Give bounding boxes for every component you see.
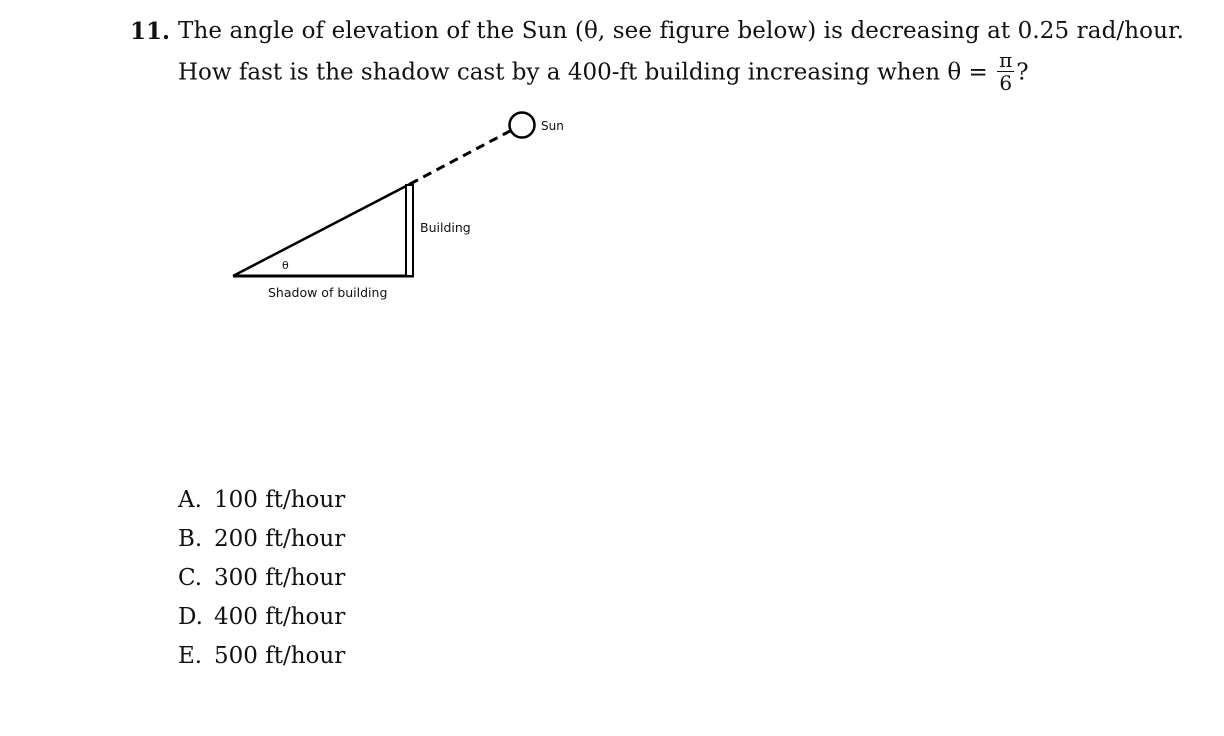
choice-text: 300 ft/hour [214, 565, 346, 591]
fraction-numerator: π [999, 48, 1013, 72]
choice-d[interactable] [178, 603, 345, 642]
sun-label: Sun [541, 119, 564, 133]
question-mark: ? [1016, 59, 1029, 86]
fraction-denominator: 6 [999, 71, 1013, 95]
sun-ray-dashed-line [410, 131, 510, 184]
choice-text: 400 ft/hour [214, 604, 346, 630]
sun-ray-line [233, 184, 410, 276]
choice-c[interactable] [178, 564, 345, 603]
choice-letter: B. [178, 526, 203, 552]
building-label: Building [420, 220, 471, 235]
question-number: 11. [130, 18, 171, 45]
choice-e[interactable] [178, 642, 345, 681]
choice-letter: D. [178, 604, 203, 630]
question-text-line1: The angle of elevation of the Sun (θ, see figure below) is decreasing at 0.25 rad/hour. [178, 18, 1185, 44]
choice-letter: E. [178, 643, 203, 669]
choice-text: 200 ft/hour [214, 526, 346, 552]
question-line2-prefix: How fast is the shadow cast by a 400-ft building increasing when θ = [178, 59, 988, 86]
choice-text: 500 ft/hour [214, 643, 346, 669]
choice-letter: A. [178, 487, 202, 513]
choice-a[interactable] [178, 486, 345, 525]
choice-letter: C. [178, 565, 203, 591]
choice-text: 100 ft/hour [214, 487, 346, 513]
theta-label: θ [282, 259, 289, 272]
sun-icon [510, 113, 535, 138]
choice-b[interactable] [178, 525, 345, 564]
answer-choices [178, 486, 345, 681]
shadow-label: Shadow of building [268, 285, 388, 300]
building-rect [406, 185, 413, 276]
